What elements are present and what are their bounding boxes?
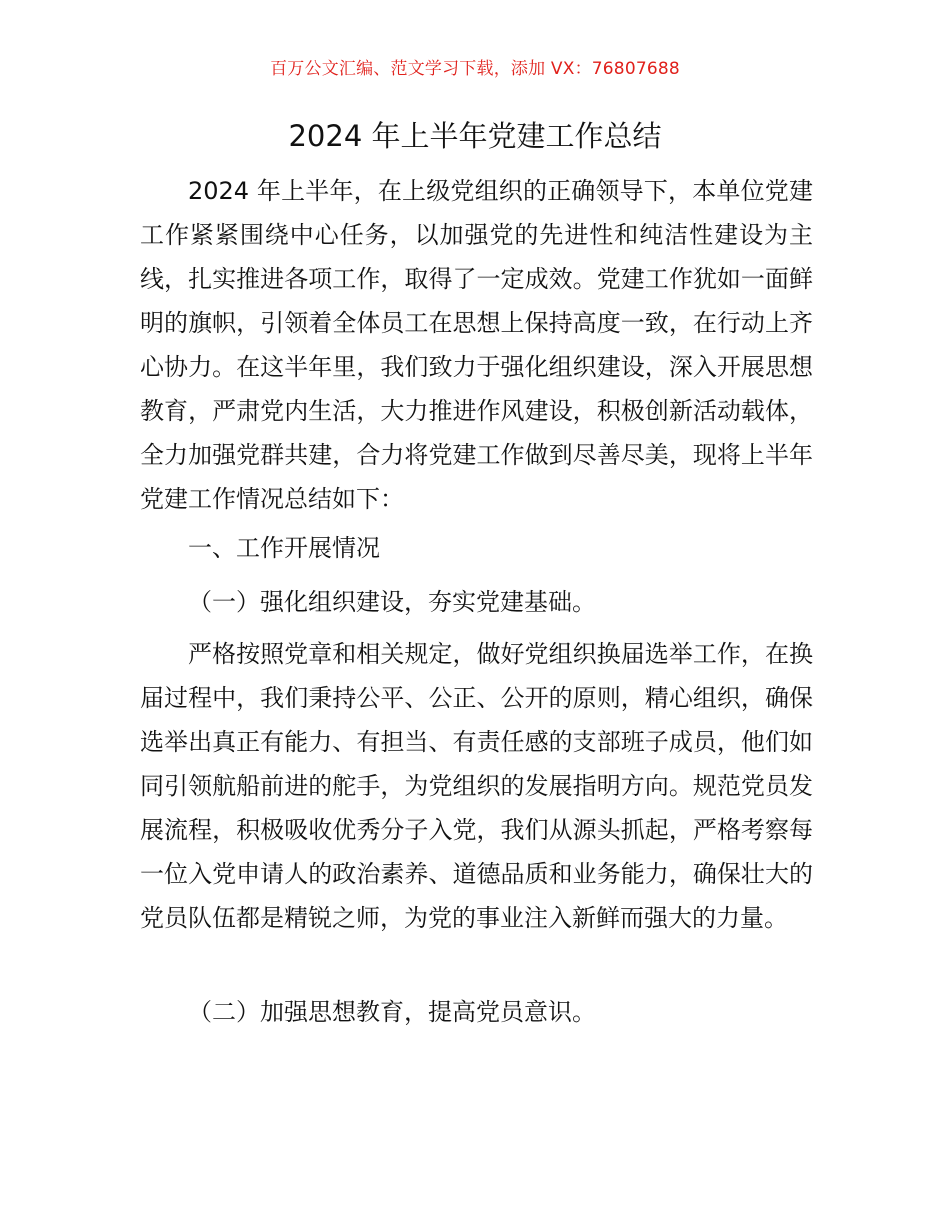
intro-paragraph: 2024 年上半年，在上级党组织的正确领导下，本单位党建工作紧紧围绕中心任务，以加强党的先进性和纯洁性建设为主线，扎实推进各项工作，取得了一定成效。党建工作犹如一面鲜明的旗帜，引领着全体员工在思想上保持高度一致，在行动上齐心协力。在这半年里，我们致力于强化组织建设，深入开展思想教育，严肃党内生活，大力推进作风建设，积极创新活动载体，全力加强党群共建，合力将党建工作做到尽善尽美，现将上半年党建工作情况总结如下： xyxy=(140,177,813,513)
subsection-heading-organization: （一）强化组织建设，夯实党建基础。 xyxy=(188,588,596,616)
header-promo-note: 百万公文汇编、范文学习下载，添加 VX：76807688 xyxy=(270,59,680,79)
subsection-heading-ideology: （二）加强思想教育，提高党员意识。 xyxy=(188,998,596,1026)
document-title: 2024 年上半年党建工作总结 xyxy=(288,119,662,153)
section-heading-work-progress: 一、工作开展情况 xyxy=(188,534,380,562)
organization-paragraph: 严格按照党章和相关规定，做好党组织换届选举工作，在换届过程中，我们秉持公平、公正、公开的原则，精心组织，确保选举出真正有能力、有担当、有责任感的支部班子成员，他们如同引领航船前进的舵手，为党组织的发展指明方向。规范党员发展流程，积极吸收优秀分子入党，我们从源头抓起，严格考察每一位入党申请人的政治素养、道德品质和业务能力，确保壮大的党员队伍都是精锐之师，为党的事业注入新鲜而强大的力量。 xyxy=(140,640,813,932)
